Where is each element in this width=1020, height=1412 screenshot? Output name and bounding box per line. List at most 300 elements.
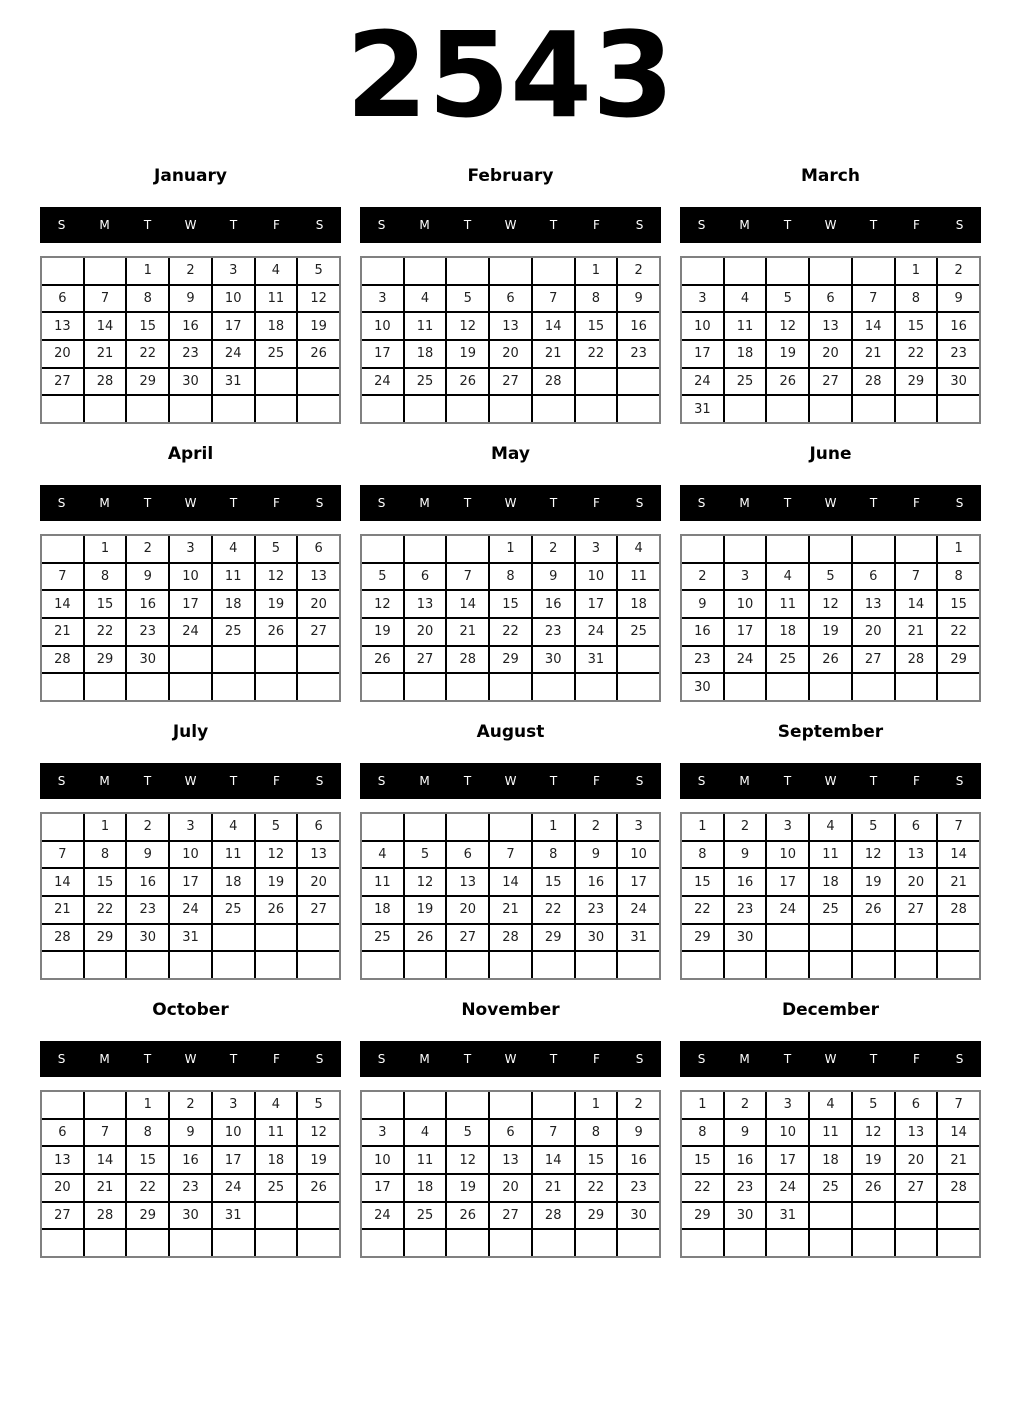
day-cell xyxy=(42,952,83,978)
day-cell: 18 xyxy=(725,341,766,367)
day-cell xyxy=(725,396,766,422)
day-cell: 7 xyxy=(447,564,488,590)
day-cell: 15 xyxy=(490,591,531,617)
month-name: April xyxy=(167,444,214,464)
day-cell: 25 xyxy=(810,1175,851,1201)
day-cell: 12 xyxy=(767,313,808,339)
day-cell: 16 xyxy=(682,619,723,645)
weekday-header-cell: S xyxy=(955,496,964,510)
weekday-header-cell: T xyxy=(549,774,558,788)
day-cell: 10 xyxy=(213,1120,254,1146)
day-cell xyxy=(362,536,403,562)
weekday-header-cell: M xyxy=(99,496,110,510)
day-cell xyxy=(810,952,851,978)
day-cell xyxy=(767,536,808,562)
day-cell: 5 xyxy=(298,258,339,284)
day-cell: 3 xyxy=(618,814,659,840)
day-cell: 18 xyxy=(405,1175,446,1201)
day-cell xyxy=(85,674,126,700)
day-cell: 29 xyxy=(85,647,126,673)
day-cell: 16 xyxy=(618,313,659,339)
day-cell: 26 xyxy=(447,1203,488,1229)
day-cell: 20 xyxy=(298,591,339,617)
day-cell xyxy=(298,674,339,700)
day-cell: 13 xyxy=(405,591,446,617)
day-cell xyxy=(618,396,659,422)
day-cell: 13 xyxy=(447,869,488,895)
day-cell: 1 xyxy=(127,258,168,284)
weekday-header-cell: S xyxy=(57,218,66,232)
day-cell: 11 xyxy=(213,564,254,590)
day-cell: 20 xyxy=(853,619,894,645)
day-cell: 5 xyxy=(256,536,297,562)
month-name: December xyxy=(781,1000,880,1020)
day-cell: 8 xyxy=(896,286,937,312)
day-cell: 24 xyxy=(362,369,403,395)
weekday-header-cell: S xyxy=(697,1052,706,1066)
weekday-header-bar xyxy=(40,207,341,243)
month-day-grid xyxy=(680,812,981,980)
weekday-header-cell: F xyxy=(273,1052,280,1066)
day-cell: 11 xyxy=(618,564,659,590)
month-name: September xyxy=(777,722,884,742)
weekday-header-cell: M xyxy=(99,1052,110,1066)
day-cell: 1 xyxy=(938,536,979,562)
month-name: June xyxy=(809,444,852,464)
day-cell: 24 xyxy=(362,1203,403,1229)
day-cell: 14 xyxy=(490,869,531,895)
day-cell: 29 xyxy=(490,647,531,673)
weekday-header-cell: T xyxy=(463,1052,472,1066)
day-cell: 22 xyxy=(682,1175,723,1201)
day-cell xyxy=(256,369,297,395)
day-cell: 9 xyxy=(682,591,723,617)
weekday-header-cell: W xyxy=(504,218,517,232)
day-cell: 25 xyxy=(256,341,297,367)
day-cell xyxy=(810,536,851,562)
day-cell xyxy=(170,647,211,673)
day-cell: 24 xyxy=(767,897,808,923)
day-cell xyxy=(725,536,766,562)
day-cell: 22 xyxy=(490,619,531,645)
weekday-header-cell: F xyxy=(593,218,600,232)
day-cell: 5 xyxy=(810,564,851,590)
day-cell xyxy=(533,1092,574,1118)
day-cell xyxy=(618,952,659,978)
day-cell: 23 xyxy=(725,1175,766,1201)
day-cell: 6 xyxy=(298,536,339,562)
month-day-grid xyxy=(360,812,661,980)
day-cell xyxy=(682,258,723,284)
day-cell: 16 xyxy=(618,1147,659,1173)
month-name: May xyxy=(491,444,530,464)
day-cell: 24 xyxy=(213,341,254,367)
day-cell: 18 xyxy=(213,869,254,895)
day-cell: 4 xyxy=(213,814,254,840)
day-cell: 13 xyxy=(896,1120,937,1146)
weekday-header-cell: S xyxy=(377,774,386,788)
day-cell: 10 xyxy=(213,286,254,312)
day-cell: 28 xyxy=(85,369,126,395)
weekday-header-cell: W xyxy=(824,774,837,788)
day-cell: 22 xyxy=(576,341,617,367)
day-cell: 15 xyxy=(127,313,168,339)
day-cell: 23 xyxy=(533,619,574,645)
day-cell: 2 xyxy=(725,814,766,840)
month-block xyxy=(40,1000,341,1258)
day-cell: 18 xyxy=(618,591,659,617)
day-cell: 29 xyxy=(682,925,723,951)
day-cell: 4 xyxy=(618,536,659,562)
day-cell: 27 xyxy=(853,647,894,673)
weekday-header-cell: F xyxy=(913,218,920,232)
weekday-header-cell: F xyxy=(273,218,280,232)
day-cell: 8 xyxy=(127,286,168,312)
weekday-header-cell: S xyxy=(315,774,324,788)
weekday-header-cell: S xyxy=(955,1052,964,1066)
day-cell: 28 xyxy=(938,897,979,923)
day-cell: 20 xyxy=(810,341,851,367)
day-cell xyxy=(405,396,446,422)
day-cell: 24 xyxy=(170,619,211,645)
weekday-header-cell: F xyxy=(593,1052,600,1066)
day-cell: 9 xyxy=(170,1120,211,1146)
day-cell: 20 xyxy=(42,341,83,367)
day-cell: 20 xyxy=(447,897,488,923)
day-cell xyxy=(256,925,297,951)
day-cell: 27 xyxy=(447,925,488,951)
day-cell: 9 xyxy=(725,1120,766,1146)
day-cell: 1 xyxy=(127,1092,168,1118)
day-cell: 8 xyxy=(533,842,574,868)
day-cell xyxy=(362,1230,403,1256)
weekday-header-bar xyxy=(40,485,341,521)
day-cell: 14 xyxy=(938,842,979,868)
weekday-header-cell: T xyxy=(229,218,238,232)
day-cell xyxy=(853,536,894,562)
day-cell xyxy=(618,647,659,673)
day-cell: 26 xyxy=(298,341,339,367)
month-name: August xyxy=(476,722,545,742)
day-cell xyxy=(85,1092,126,1118)
month-day-grid xyxy=(360,256,661,424)
month-day-grid xyxy=(40,256,341,424)
day-cell: 19 xyxy=(405,897,446,923)
day-cell xyxy=(725,674,766,700)
day-cell: 15 xyxy=(682,1147,723,1173)
day-cell: 15 xyxy=(127,1147,168,1173)
weekday-header-cell: S xyxy=(315,218,324,232)
day-cell: 19 xyxy=(362,619,403,645)
day-cell: 12 xyxy=(810,591,851,617)
day-cell: 25 xyxy=(256,1175,297,1201)
day-cell: 15 xyxy=(85,591,126,617)
day-cell: 10 xyxy=(725,591,766,617)
day-cell: 20 xyxy=(490,341,531,367)
weekday-header-cell: F xyxy=(913,496,920,510)
day-cell xyxy=(170,396,211,422)
day-cell xyxy=(213,647,254,673)
day-cell: 6 xyxy=(490,1120,531,1146)
day-cell: 19 xyxy=(298,313,339,339)
day-cell xyxy=(853,925,894,951)
day-cell xyxy=(85,396,126,422)
day-cell: 13 xyxy=(490,1147,531,1173)
day-cell: 10 xyxy=(682,313,723,339)
day-cell: 7 xyxy=(938,1092,979,1118)
day-cell: 15 xyxy=(938,591,979,617)
day-cell: 6 xyxy=(42,1120,83,1146)
weekday-header-cell: T xyxy=(143,774,152,788)
day-cell xyxy=(533,396,574,422)
day-cell: 7 xyxy=(85,286,126,312)
day-cell xyxy=(896,952,937,978)
day-cell: 4 xyxy=(725,286,766,312)
day-cell: 13 xyxy=(298,842,339,868)
day-cell xyxy=(362,952,403,978)
day-cell: 31 xyxy=(618,925,659,951)
day-cell: 19 xyxy=(298,1147,339,1173)
day-cell: 12 xyxy=(405,869,446,895)
day-cell: 6 xyxy=(896,1092,937,1118)
day-cell xyxy=(447,1092,488,1118)
day-cell xyxy=(853,1203,894,1229)
day-cell: 17 xyxy=(170,869,211,895)
day-cell: 4 xyxy=(810,1092,851,1118)
day-cell xyxy=(490,396,531,422)
day-cell: 10 xyxy=(362,1147,403,1173)
day-cell: 9 xyxy=(725,842,766,868)
day-cell: 12 xyxy=(447,313,488,339)
day-cell: 5 xyxy=(298,1092,339,1118)
weekday-header-bar xyxy=(360,207,661,243)
day-cell: 28 xyxy=(490,925,531,951)
day-cell: 3 xyxy=(213,1092,254,1118)
day-cell: 23 xyxy=(618,341,659,367)
weekday-header-bar xyxy=(360,1041,661,1077)
weekday-header-cell: M xyxy=(419,1052,430,1066)
day-cell: 30 xyxy=(127,925,168,951)
day-cell: 24 xyxy=(618,897,659,923)
day-cell: 19 xyxy=(256,869,297,895)
day-cell: 29 xyxy=(533,925,574,951)
day-cell: 5 xyxy=(447,1120,488,1146)
weekday-header-cell: T xyxy=(143,496,152,510)
day-cell xyxy=(490,952,531,978)
weekday-header-cell: W xyxy=(184,774,197,788)
day-cell xyxy=(447,396,488,422)
day-cell: 10 xyxy=(170,564,211,590)
day-cell: 27 xyxy=(298,897,339,923)
day-cell xyxy=(767,1230,808,1256)
day-cell: 29 xyxy=(896,369,937,395)
day-cell: 31 xyxy=(576,647,617,673)
day-cell xyxy=(938,1230,979,1256)
weekday-header-bar xyxy=(360,763,661,799)
day-cell xyxy=(85,258,126,284)
weekday-header-bar xyxy=(680,763,981,799)
day-cell: 30 xyxy=(725,925,766,951)
day-cell: 29 xyxy=(682,1203,723,1229)
day-cell: 20 xyxy=(298,869,339,895)
day-cell xyxy=(725,1230,766,1256)
day-cell xyxy=(213,925,254,951)
day-cell xyxy=(362,396,403,422)
day-cell: 5 xyxy=(853,1092,894,1118)
day-cell xyxy=(767,952,808,978)
day-cell: 1 xyxy=(576,258,617,284)
day-cell: 21 xyxy=(447,619,488,645)
day-cell: 27 xyxy=(896,897,937,923)
day-cell: 8 xyxy=(127,1120,168,1146)
month-day-grid xyxy=(680,1090,981,1258)
day-cell: 14 xyxy=(447,591,488,617)
day-cell: 5 xyxy=(767,286,808,312)
day-cell: 26 xyxy=(853,1175,894,1201)
day-cell: 12 xyxy=(362,591,403,617)
day-cell xyxy=(42,814,83,840)
day-cell xyxy=(362,258,403,284)
day-cell: 23 xyxy=(127,897,168,923)
day-cell xyxy=(405,674,446,700)
day-cell: 22 xyxy=(533,897,574,923)
weekday-header-cell: M xyxy=(739,496,750,510)
day-cell: 30 xyxy=(682,674,723,700)
day-cell: 30 xyxy=(576,925,617,951)
weekday-header-cell: S xyxy=(955,218,964,232)
day-cell: 4 xyxy=(810,814,851,840)
day-cell: 13 xyxy=(810,313,851,339)
day-cell xyxy=(85,1230,126,1256)
day-cell: 24 xyxy=(767,1175,808,1201)
day-cell: 26 xyxy=(810,647,851,673)
day-cell xyxy=(405,814,446,840)
day-cell: 10 xyxy=(170,842,211,868)
day-cell: 16 xyxy=(576,869,617,895)
day-cell: 4 xyxy=(213,536,254,562)
day-cell: 29 xyxy=(938,647,979,673)
day-cell: 11 xyxy=(767,591,808,617)
day-cell xyxy=(853,258,894,284)
day-cell: 17 xyxy=(213,313,254,339)
day-cell xyxy=(853,396,894,422)
day-cell: 8 xyxy=(938,564,979,590)
month-day-grid xyxy=(40,534,341,702)
day-cell: 18 xyxy=(256,313,297,339)
day-cell xyxy=(682,1230,723,1256)
day-cell: 9 xyxy=(533,564,574,590)
day-cell: 1 xyxy=(533,814,574,840)
day-cell: 18 xyxy=(362,897,403,923)
month-day-grid xyxy=(680,534,981,702)
day-cell: 15 xyxy=(85,869,126,895)
weekday-header-bar xyxy=(40,763,341,799)
day-cell: 27 xyxy=(490,369,531,395)
weekday-header-cell: F xyxy=(913,774,920,788)
day-cell: 17 xyxy=(767,1147,808,1173)
day-cell: 23 xyxy=(170,341,211,367)
day-cell xyxy=(42,1230,83,1256)
day-cell: 2 xyxy=(170,1092,211,1118)
day-cell xyxy=(170,674,211,700)
weekday-header-cell: S xyxy=(697,774,706,788)
weekday-header-cell: T xyxy=(549,496,558,510)
day-cell xyxy=(618,369,659,395)
day-cell: 30 xyxy=(938,369,979,395)
day-cell: 1 xyxy=(85,536,126,562)
day-cell: 30 xyxy=(127,647,168,673)
weekday-header-cell: T xyxy=(783,218,792,232)
day-cell xyxy=(362,1092,403,1118)
day-cell: 14 xyxy=(42,591,83,617)
day-cell: 18 xyxy=(405,341,446,367)
day-cell: 11 xyxy=(213,842,254,868)
day-cell: 2 xyxy=(576,814,617,840)
weekday-header-cell: S xyxy=(377,1052,386,1066)
day-cell: 6 xyxy=(853,564,894,590)
day-cell xyxy=(127,952,168,978)
day-cell xyxy=(42,258,83,284)
day-cell: 19 xyxy=(853,1147,894,1173)
day-cell xyxy=(170,1230,211,1256)
day-cell: 22 xyxy=(682,897,723,923)
day-cell xyxy=(362,674,403,700)
weekday-header-cell: W xyxy=(504,774,517,788)
day-cell: 26 xyxy=(447,369,488,395)
day-cell: 13 xyxy=(298,564,339,590)
day-cell: 20 xyxy=(490,1175,531,1201)
day-cell: 16 xyxy=(725,869,766,895)
day-cell: 6 xyxy=(447,842,488,868)
weekday-header-cell: S xyxy=(955,774,964,788)
day-cell xyxy=(576,674,617,700)
day-cell xyxy=(576,396,617,422)
weekday-header-bar xyxy=(40,1041,341,1077)
day-cell: 30 xyxy=(170,1203,211,1229)
day-cell xyxy=(298,952,339,978)
day-cell xyxy=(810,1230,851,1256)
day-cell xyxy=(533,674,574,700)
weekday-header-cell: F xyxy=(913,1052,920,1066)
day-cell: 6 xyxy=(810,286,851,312)
day-cell xyxy=(447,952,488,978)
day-cell: 3 xyxy=(170,814,211,840)
weekday-header-cell: S xyxy=(635,218,644,232)
day-cell xyxy=(490,674,531,700)
day-cell: 16 xyxy=(533,591,574,617)
weekday-header-cell: S xyxy=(315,1052,324,1066)
weekday-header-cell: F xyxy=(593,774,600,788)
day-cell: 25 xyxy=(213,619,254,645)
day-cell xyxy=(256,647,297,673)
day-cell: 9 xyxy=(618,286,659,312)
day-cell: 18 xyxy=(810,1147,851,1173)
weekday-header-cell: T xyxy=(869,496,878,510)
day-cell: 6 xyxy=(896,814,937,840)
weekday-header-cell: S xyxy=(377,496,386,510)
day-cell: 19 xyxy=(767,341,808,367)
day-cell: 27 xyxy=(896,1175,937,1201)
day-cell xyxy=(405,1092,446,1118)
day-cell: 22 xyxy=(127,1175,168,1201)
day-cell: 12 xyxy=(256,842,297,868)
day-cell: 11 xyxy=(256,286,297,312)
day-cell xyxy=(725,952,766,978)
day-cell: 19 xyxy=(810,619,851,645)
day-cell xyxy=(853,674,894,700)
day-cell: 1 xyxy=(85,814,126,840)
day-cell: 25 xyxy=(405,1203,446,1229)
